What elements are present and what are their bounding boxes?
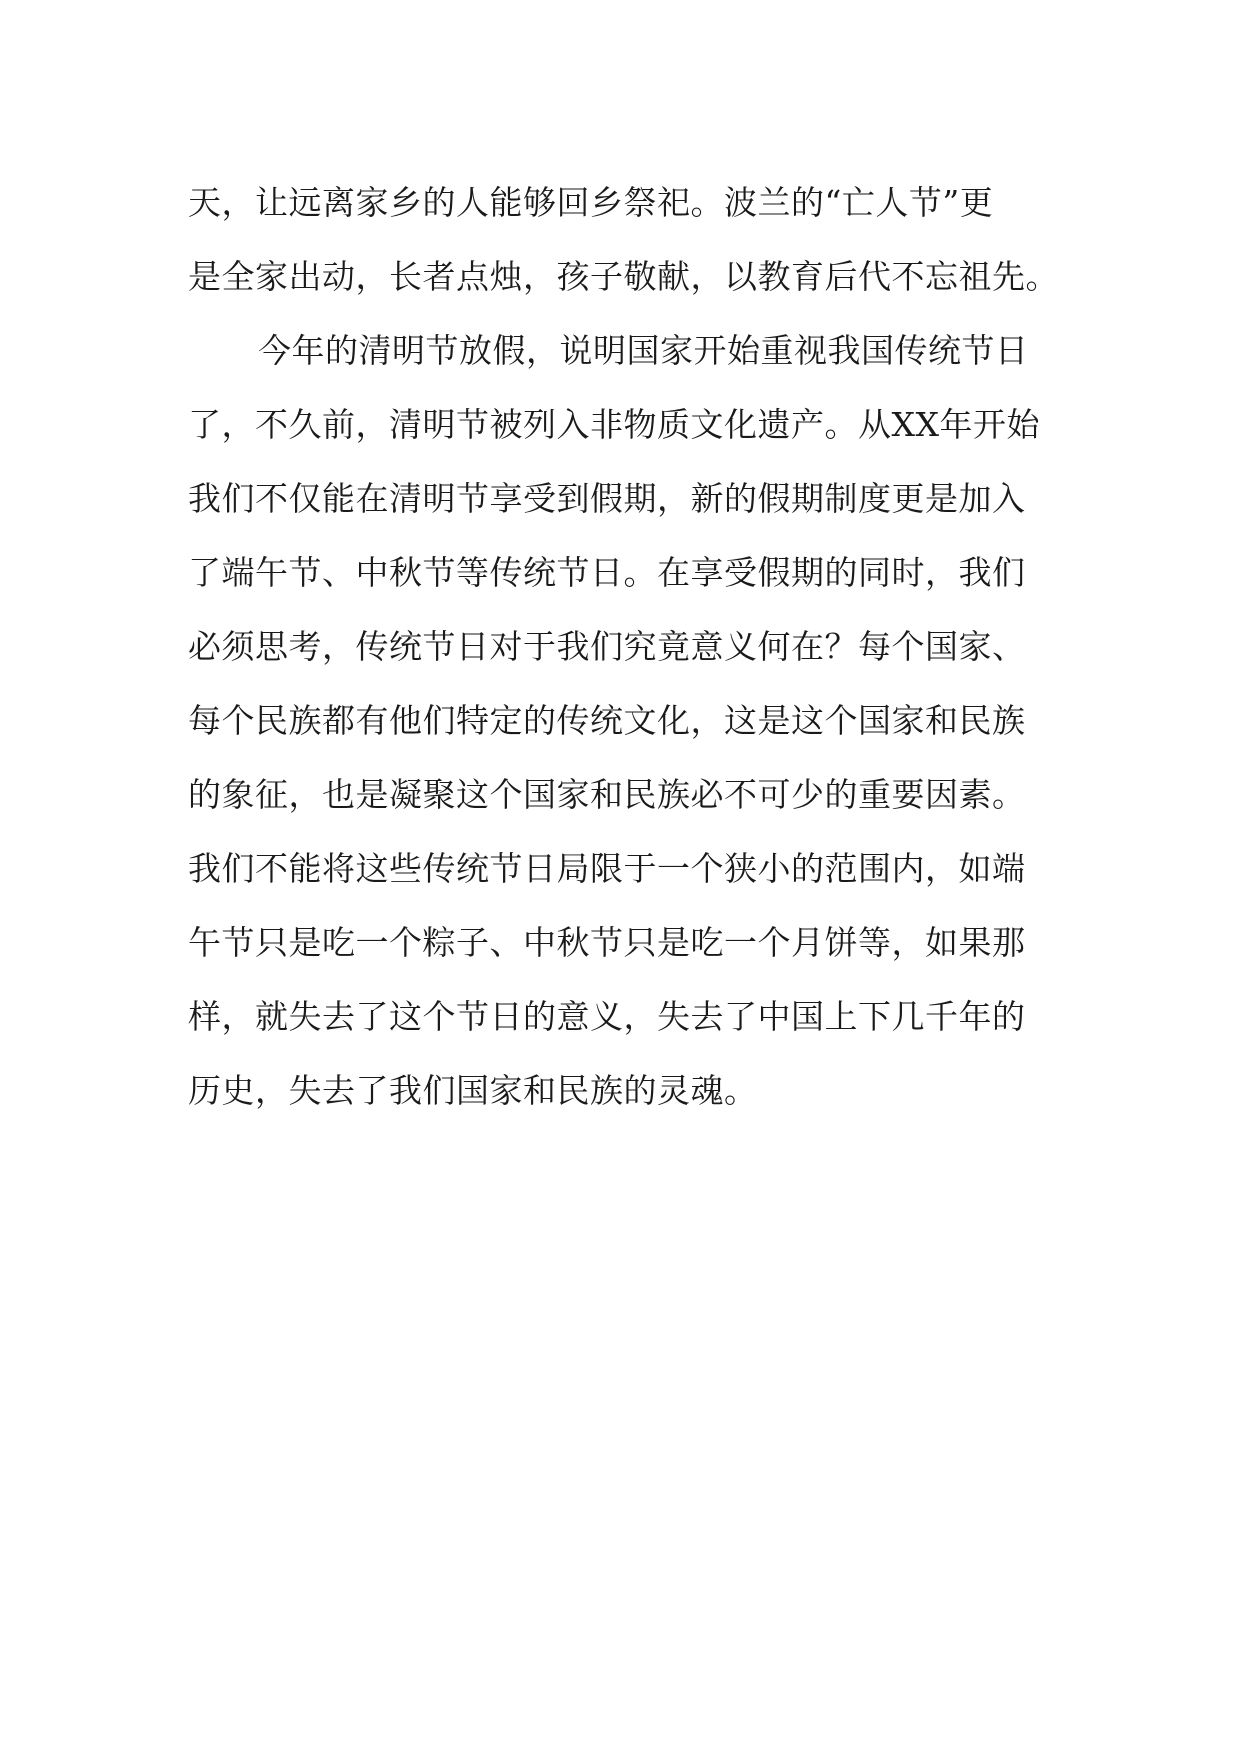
text-line: 历史，失去了我们国家和民族的灵魂。 bbox=[188, 1071, 758, 1110]
body-text bbox=[188, 166, 1058, 1128]
text-line: 样，就失去了这个节日的意义，失去了中国上下几千年的 bbox=[188, 997, 1026, 1036]
text-line: 了端午节、中秋节等传统节日。在享受假期的同时，我们 bbox=[188, 553, 1026, 592]
text-line: 我们不能将这些传统节日局限于一个狭小的范围内，如端 bbox=[188, 849, 1026, 888]
text-line: 的象征，也是凝聚这个国家和民族必不可少的重要因素。 bbox=[188, 775, 1026, 814]
text-line: 天，让远离家乡的人能够回乡祭祀。波兰的“亡人节”更 bbox=[188, 183, 994, 222]
text-line: 每个民族都有他们特定的传统文化，这是这个国家和民族 bbox=[188, 701, 1026, 740]
text-line: 了，不久前，清明节被列入非物质文化遗产。从XX年开始 bbox=[188, 405, 1040, 444]
text-line: 必须思考，传统节日对于我们究竟意义何在？每个国家、 bbox=[188, 627, 1026, 666]
text-line: 是全家出动，长者点烛，孩子敬献，以教育后代不忘祖先。 bbox=[188, 257, 1059, 296]
text-line: 午节只是吃一个粽子、中秋节只是吃一个月饼等，如果那 bbox=[188, 923, 1026, 962]
text-line: 我们不仅能在清明节享受到假期，新的假期制度更是加入 bbox=[188, 479, 1026, 518]
text-line: 今年的清明节放假，说明国家开始重视我国传统节日 bbox=[258, 331, 1029, 370]
